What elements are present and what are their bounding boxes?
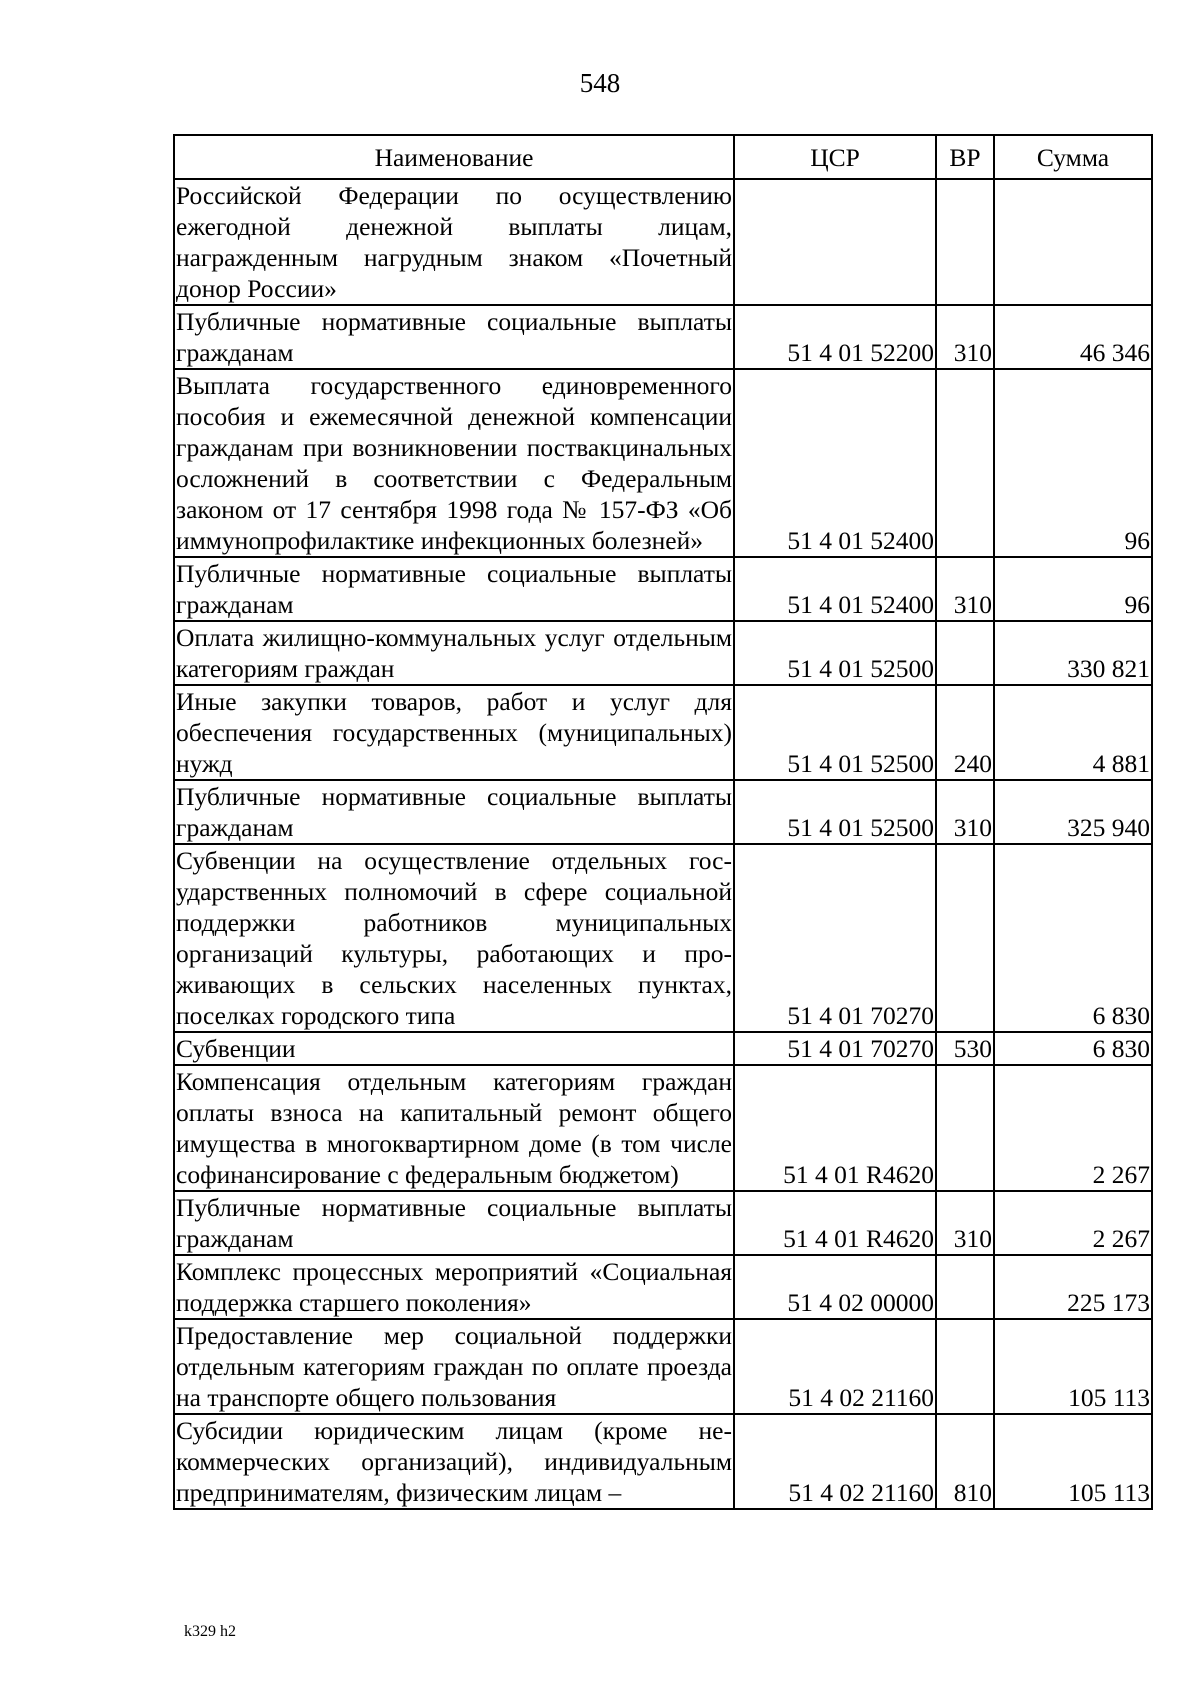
row-csr: 51 4 01 52500 bbox=[734, 685, 936, 780]
row-csr: 51 4 01 52500 bbox=[734, 621, 936, 685]
row-csr: 51 4 02 21160 bbox=[734, 1319, 936, 1414]
row-name: Комплекс процессных мероприятий «Социальная поддержка старшего поколения» bbox=[176, 1257, 732, 1317]
row-name: Российской Федерации по осуществлению ежегодной денежной выплаты лицам, награжденным нагрудным знаком «Почетный донор России» bbox=[176, 181, 732, 303]
row-vr bbox=[936, 1255, 994, 1319]
row-name: Компенсация отдельным категориям граждан оплаты взноса на капитальный ремонт общего имущества в многоквартирном доме (в том числе софинансирование с федеральным бюджетом) bbox=[176, 1067, 732, 1189]
row-csr bbox=[734, 179, 936, 305]
row-csr: 51 4 01 52400 bbox=[734, 557, 936, 621]
row-name: Предоставление мер социальной поддержки отдельным категориям граждан по оплате проезда на транспорте общего пользования bbox=[176, 1321, 732, 1412]
row-vr: 310 bbox=[936, 1191, 994, 1255]
table-row bbox=[174, 1319, 1152, 1414]
row-name: Публичные нормативные социальные выплаты гражданам bbox=[176, 559, 732, 619]
row-sum: 96 bbox=[994, 557, 1152, 621]
row-sum: 6 830 bbox=[994, 844, 1152, 1032]
table-header-row bbox=[174, 135, 1152, 179]
row-name: Выплата государственного единовременного пособия и ежемесячной денежной компенсации гражданам при возникновении поствакцинальных осложнений в соответствии с Федеральным законом от 17 сентября 1998 года № 157-ФЗ «Об иммунопрофилактике инфекционных болезней» bbox=[176, 371, 732, 555]
table-row bbox=[174, 369, 1152, 557]
row-sum: 105 113 bbox=[994, 1414, 1152, 1509]
page-number: 548 bbox=[579, 68, 621, 98]
row-sum: 6 830 bbox=[994, 1032, 1152, 1065]
row-csr: 51 4 01 70270 bbox=[734, 1032, 936, 1065]
row-name: Иные закупки товаров, работ и услуг для обеспечения государственных (муниципальных) нужд bbox=[176, 687, 732, 778]
table-row bbox=[174, 557, 1152, 621]
row-sum: 225 173 bbox=[994, 1255, 1152, 1319]
row-sum: 4 881 bbox=[994, 685, 1152, 780]
row-sum: 330 821 bbox=[994, 621, 1152, 685]
row-csr: 51 4 01 52200 bbox=[734, 305, 936, 369]
row-csr: 51 4 01 R4620 bbox=[734, 1191, 936, 1255]
row-name: Публичные нормативные социальные выплаты гражданам bbox=[176, 307, 732, 367]
table-row bbox=[174, 1191, 1152, 1255]
row-name: Публичные нормативные социальные выплаты гражданам bbox=[176, 1193, 732, 1253]
row-csr: 51 4 01 70270 bbox=[734, 844, 936, 1032]
table-row bbox=[174, 305, 1152, 369]
header-name: Наименование bbox=[174, 135, 734, 179]
table-row bbox=[174, 621, 1152, 685]
row-vr: 310 bbox=[936, 780, 994, 844]
row-sum bbox=[994, 179, 1152, 305]
table-row bbox=[174, 179, 1152, 305]
row-vr bbox=[936, 621, 994, 685]
row-vr: 530 bbox=[936, 1032, 994, 1065]
row-vr bbox=[936, 844, 994, 1032]
row-sum: 105 113 bbox=[994, 1319, 1152, 1414]
row-name: Субвенции bbox=[174, 1032, 734, 1065]
row-vr bbox=[936, 179, 994, 305]
table-row bbox=[174, 685, 1152, 780]
row-vr bbox=[936, 369, 994, 557]
row-vr: 310 bbox=[936, 305, 994, 369]
row-name: Оплата жилищно-коммунальных услуг отдельным категориям граждан bbox=[176, 623, 732, 683]
row-sum: 46 346 bbox=[994, 305, 1152, 369]
row-vr bbox=[936, 1319, 994, 1414]
row-sum: 2 267 bbox=[994, 1065, 1152, 1191]
row-vr: 310 bbox=[936, 557, 994, 621]
table-row bbox=[174, 844, 1152, 1032]
row-sum: 325 940 bbox=[994, 780, 1152, 844]
footer-code: k329 h2 bbox=[184, 1623, 236, 1640]
table-row bbox=[174, 1032, 1152, 1065]
row-csr: 51 4 01 R4620 bbox=[734, 1065, 936, 1191]
row-csr: 51 4 01 52500 bbox=[734, 780, 936, 844]
table-row bbox=[174, 780, 1152, 844]
row-vr bbox=[936, 1065, 994, 1191]
table-row bbox=[174, 1414, 1152, 1509]
table-row bbox=[174, 1255, 1152, 1319]
row-csr: 51 4 02 00000 bbox=[734, 1255, 936, 1319]
row-csr: 51 4 01 52400 bbox=[734, 369, 936, 557]
row-csr: 51 4 02 21160 bbox=[734, 1414, 936, 1509]
row-vr: 810 bbox=[936, 1414, 994, 1509]
header-vr: ВР bbox=[936, 135, 994, 179]
row-sum: 2 267 bbox=[994, 1191, 1152, 1255]
row-name: Субвенции на осуществление отдельных государственных полномочий в сфере социальной поддержки работников муниципальных организаций культуры, работающих и проживающих в сельских населенных пунктах, поселках городского типа bbox=[176, 846, 732, 1030]
header-csr: ЦСР bbox=[734, 135, 936, 179]
budget-table bbox=[173, 134, 1153, 1510]
row-name: Публичные нормативные социальные выплаты гражданам bbox=[176, 782, 732, 842]
row-sum: 96 bbox=[994, 369, 1152, 557]
row-name: Субсидии юридическим лицам (кроме некоммерческих организаций), индивидуальным предпринимателям, физическим лицам – bbox=[176, 1416, 732, 1507]
row-vr: 240 bbox=[936, 685, 994, 780]
header-sum: Сумма bbox=[994, 135, 1152, 179]
table-row bbox=[174, 1065, 1152, 1191]
